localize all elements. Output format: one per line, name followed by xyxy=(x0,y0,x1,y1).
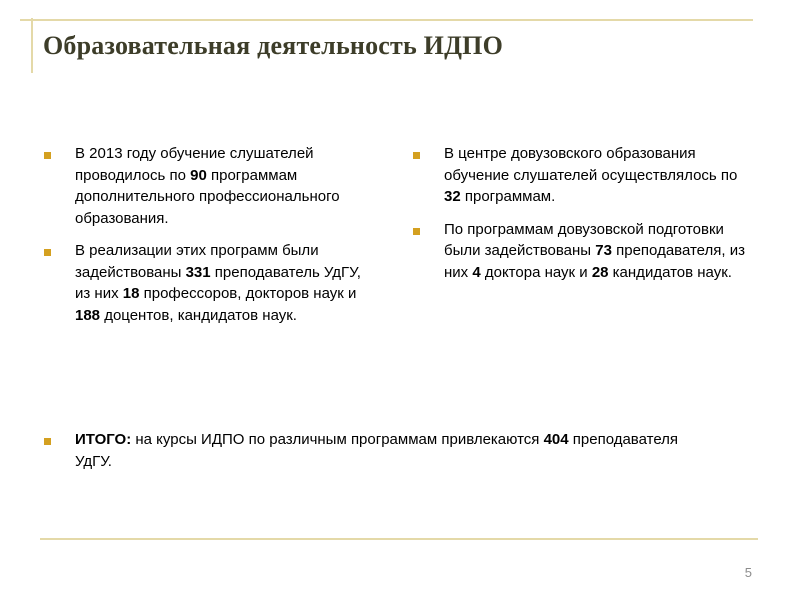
bullet-item xyxy=(44,429,684,472)
top-rule xyxy=(20,19,753,21)
bullet-item xyxy=(413,143,753,208)
text-run: преподаватель УдГУ, из них xyxy=(75,263,361,302)
text-run: доцентов, кандидатов наук. xyxy=(100,306,297,324)
bold-figure: 404 xyxy=(543,431,569,448)
bold-figure: ИТОГО: xyxy=(75,431,132,448)
right-column xyxy=(413,143,753,294)
text-run: преподавателя УдГУ. xyxy=(75,431,679,470)
bold-figure: 331 xyxy=(185,263,211,281)
bold-figure: 4 xyxy=(472,263,481,281)
bullet-square-icon xyxy=(44,438,51,445)
bullet-text xyxy=(75,240,364,326)
text-run: профессоров, докторов наук и xyxy=(139,285,357,302)
bullet-text xyxy=(75,143,364,229)
text-run: преподавателя, из них xyxy=(444,242,745,281)
text-run: В 2013 году обучение слушателей проводилось по xyxy=(75,145,314,184)
text-run: В центре довузовского образования обучение слушателей осуществлялось по xyxy=(444,145,738,184)
bottom-rule xyxy=(40,538,758,540)
bold-figure: 18 xyxy=(122,285,140,302)
bullet-square-icon xyxy=(413,152,420,159)
text-run: на курсы ИДПО по различным программам привлекаются xyxy=(131,431,544,448)
bold-figure: 32 xyxy=(444,188,461,205)
bullet-square-icon xyxy=(44,152,51,159)
bullet-item xyxy=(44,240,364,326)
text-run: доктора наук и xyxy=(480,263,592,281)
text-run: В реализации этих программ были задействованы xyxy=(75,242,319,281)
slide-title: Образовательная деятельность ИДПО xyxy=(43,31,504,60)
title-accent-rule xyxy=(31,18,33,73)
bullet-square-icon xyxy=(413,228,420,235)
bullet-text xyxy=(444,219,753,284)
left-column xyxy=(44,143,364,337)
text-run: программам. xyxy=(460,188,556,205)
summary-block xyxy=(44,429,684,483)
page-number: 5 xyxy=(744,565,752,580)
bold-figure: 90 xyxy=(190,166,207,184)
bullet-text xyxy=(75,429,684,472)
bullet-item xyxy=(413,219,753,284)
bold-figure: 73 xyxy=(595,242,612,259)
text-run: программам дополнительного профессионального образования. xyxy=(75,166,340,227)
bold-figure: 28 xyxy=(591,263,609,281)
text-run: По программам довузовской подготовки были задействованы xyxy=(444,220,724,259)
bullet-text xyxy=(444,143,753,208)
text-run: кандидатов наук. xyxy=(608,263,732,281)
bold-figure: 188 xyxy=(75,306,101,324)
bullet-item xyxy=(44,143,364,229)
bullet-square-icon xyxy=(44,249,51,256)
